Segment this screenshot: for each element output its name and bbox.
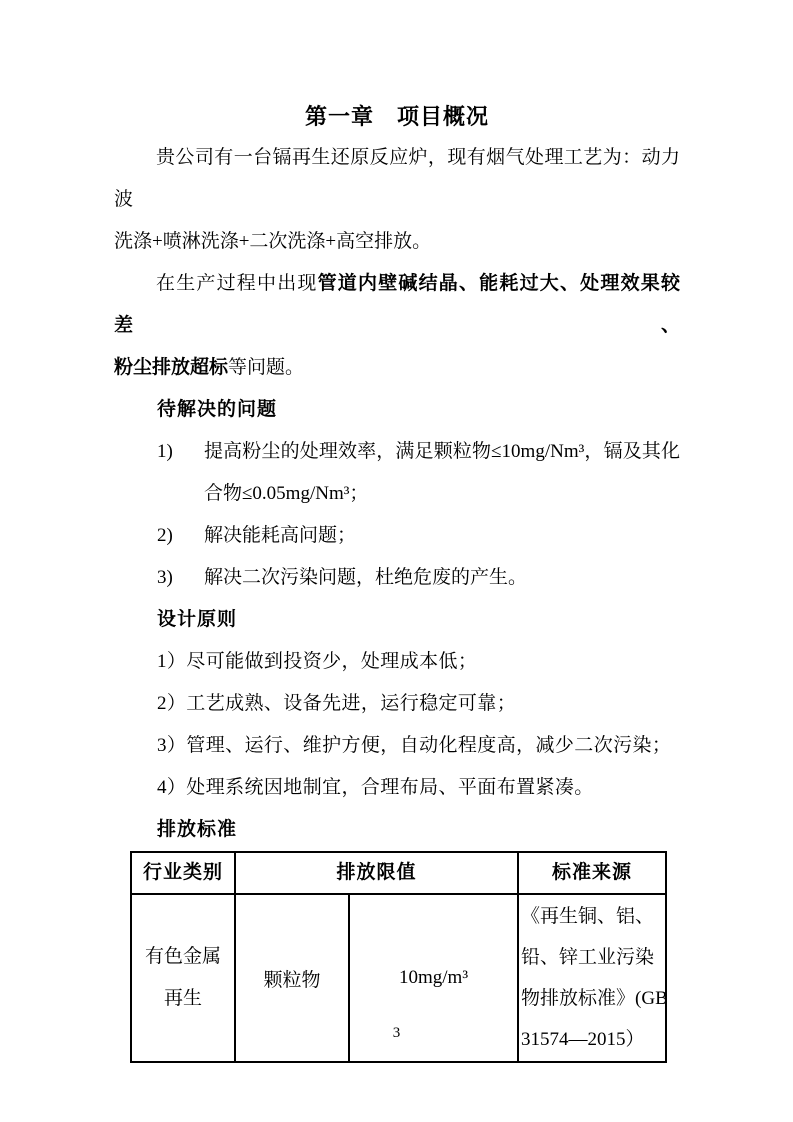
chapter-title: 第一章 项目概况 <box>304 104 489 129</box>
industry-cell-lines <box>132 936 234 1020</box>
issues-paragraph <box>114 263 680 389</box>
problem-item-number: 3) <box>157 567 173 588</box>
table-header-row <box>131 852 666 894</box>
standards-heading: 排放标准 <box>157 819 238 840</box>
col-header-source: 标准来源 <box>518 852 666 894</box>
problem-item-number: 2) <box>157 525 173 546</box>
problem-item <box>114 515 680 557</box>
source-line: 物排放标准》(GB <box>521 988 668 1009</box>
problem-item-line: 解决二次污染问题，杜绝危废的产生。 <box>204 567 528 588</box>
source-line: 铅、锌工业污染 <box>521 947 655 968</box>
principles-heading: 设计原则 <box>157 609 238 630</box>
principle-item: 4）处理系统因地制宜，合理布局、平面布置紧凑。 <box>157 777 594 798</box>
paragraph-line: 洗涤+喷淋洗涤+二次洗涤+高空排放。 <box>114 231 432 252</box>
pollutant-cell: 颗粒物 <box>235 894 349 1062</box>
principle-item: 1）尽可能做到投资少，处理成本低； <box>157 651 478 672</box>
issues-bold-text: 粉尘排放超标 <box>114 357 229 378</box>
paragraph-line <box>114 347 680 389</box>
problem-item <box>114 431 680 515</box>
issues-normal-text: 在生产过程中出现 <box>156 273 318 294</box>
problems-heading: 待解决的问题 <box>157 399 278 420</box>
col-header-industry: 行业类别 <box>131 852 235 894</box>
paragraph-line <box>114 263 680 347</box>
col-header-limit: 排放限值 <box>235 852 518 894</box>
source-line: 《再生铜、铝、 <box>521 906 655 927</box>
limit-value-cell: 10mg/m³ <box>349 894 518 1062</box>
problems-list <box>114 431 680 599</box>
principles-list <box>114 641 680 809</box>
industry-line: 再生 <box>163 988 202 1009</box>
industry-line: 有色金属 <box>144 946 221 967</box>
problem-item-line: 提高粉尘的处理效率，满足颗粒物≤10mg/Nm³，镉及其化 <box>204 441 680 462</box>
page-number: 3 <box>392 1025 401 1041</box>
paragraph-line: 贵公司有一台镉再生还原反应炉，现有烟气处理工艺为：动力波 <box>114 147 680 210</box>
problem-item-number: 1) <box>157 441 173 462</box>
intro-paragraph <box>114 137 680 263</box>
problem-item-line: 合物≤0.05mg/Nm³； <box>204 483 369 504</box>
principle-item: 2）工艺成熟、设备先进，运行稳定可靠； <box>157 693 517 714</box>
principle-item: 3）管理、运行、维护方便，自动化程度高，减少二次污染； <box>157 735 672 756</box>
issues-bold-text: 管道内壁碱结晶、能耗过大、处理效果较差、 <box>114 273 680 336</box>
source-line: 31574—2015） <box>521 1029 645 1050</box>
problem-item-line: 解决能耗高问题； <box>204 525 357 546</box>
issues-normal-text: 等问题。 <box>228 357 305 378</box>
problem-item <box>114 557 680 599</box>
